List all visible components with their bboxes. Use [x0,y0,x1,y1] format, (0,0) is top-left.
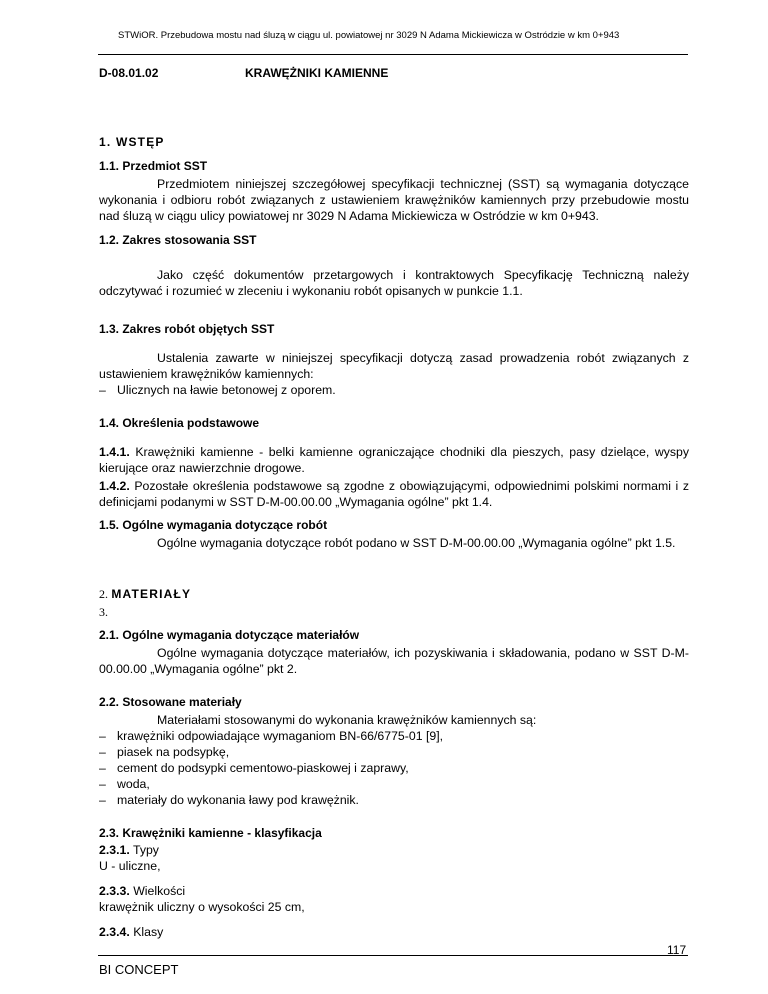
heading-2-3-3: 2.3.3. Wielkości [99,884,186,898]
para-1-3: Ustalenia zawarte w niniejszej specyfikacji dotyczą zasad prowadzenia robót związanych z ustawieniem krawężników kamiennych: [99,351,689,381]
heading-1-2: 1.2. Zakres stosowania SST [99,233,257,247]
section-3-stub: 3. [99,605,108,619]
section-1-heading: 1. WSTĘP [99,135,165,149]
heading-2-3-1: 2.3.1. Typy [99,843,159,857]
spec-code: D-08.01.02 [99,66,159,80]
heading-1-4: 1.4. Określenia podstawowe [99,416,260,430]
para-2-1: Ogólne wymagania dotyczące materiałów, ich pozyskiwania i składowania, podano w SST D-M-00.00.00 „Wymagania ogólne” pkt 2. [99,646,689,676]
heading-1-1: 1.1. Przedmiot SST [99,159,208,173]
list-item: – cement do podsypki cementowo-piaskowej i zaprawy, [99,761,409,775]
heading-1-5: 1.5. Ogólne wymagania dotyczące robót [99,518,328,532]
para-1-1: Przedmiotem niniejszej szczegółowej specyfikacji technicznej (SST) są wymagania dotyczące wykonania i odbioru robót związanych z ustawieniem krawężników kamiennych przy przebudowie mostu nad śluzą w ciągu ulicy powiatowej nr 3029 N Adama Mickiewicza w Ostródzie w km 0+943. [99,177,689,223]
para-2-2: Materiałami stosowanymi do wykonania krawężników kamiennych są: [157,713,537,727]
list-item: – piasek na podsypkę, [99,745,230,759]
list-item: – woda, [99,777,150,791]
footer-rule [98,955,688,956]
running-header: STWiOR. Przebudowa mostu nad śluzą w ciągu ul. powiatowej nr 3029 N Adama Mickiewicza w Ostródzie w km 0+943 [118,30,620,41]
heading-2-3: 2.3. Krawężniki kamienne - klasyfikacja [99,826,322,840]
spec-title: KRAWĘŻNIKI KAMIENNE [245,66,389,80]
list-item: – materiały do wykonania ławy pod krawężnik. [99,793,359,807]
heading-2-3-4: 2.3.4. Klasy [99,925,164,939]
para-1-2: Jako część dokumentów przetargowych i kontraktowych Specyfikację Techniczną należy odczytywać i rozumieć w zleceniu i wykonaniu robót opisanych w punkcie 1.1. [99,268,689,298]
value-2-3-3: krawężnik uliczny o wysokości 25 cm, [99,900,305,914]
value-2-3-1: U - uliczne, [99,859,161,873]
footer-company: BI CONCEPT [99,962,179,977]
section-2-heading: 2. MATERIAŁY [99,587,192,601]
page-number: 117 [667,943,687,957]
para-1-5: Ogólne wymagania dotyczące robót podano w SST D-M-00.00.00 „Wymagania ogólne” pkt 1.5. [157,536,676,550]
heading-1-3: 1.3. Zakres robót objętych SST [99,322,275,336]
heading-2-1: 2.1. Ogólne wymagania dotyczące materiałów [99,628,360,642]
list-item: – Ulicznych na ławie betonowej z oporem. [99,383,336,397]
heading-2-2: 2.2. Stosowane materiały [99,695,242,709]
para-1-4-1: 1.4.1. Krawężniki kamienne - belki kamienne ograniczające chodniki dla pieszych, pasy dzielące, wyspy kierujące oraz nawierzchnie drogowe. [99,445,689,475]
list-item: – krawężniki odpowiadające wymaganiom BN-66/6775-01 [9], [99,729,444,743]
para-1-4-2: 1.4.2. Pozostałe określenia podstawowe są zgodne z obowiązującymi, odpowiednimi polskimi normami i z definicjami podanymi w SST D-M-00.00.00 „Wymagania ogólne” pkt 1.4. [99,479,689,509]
